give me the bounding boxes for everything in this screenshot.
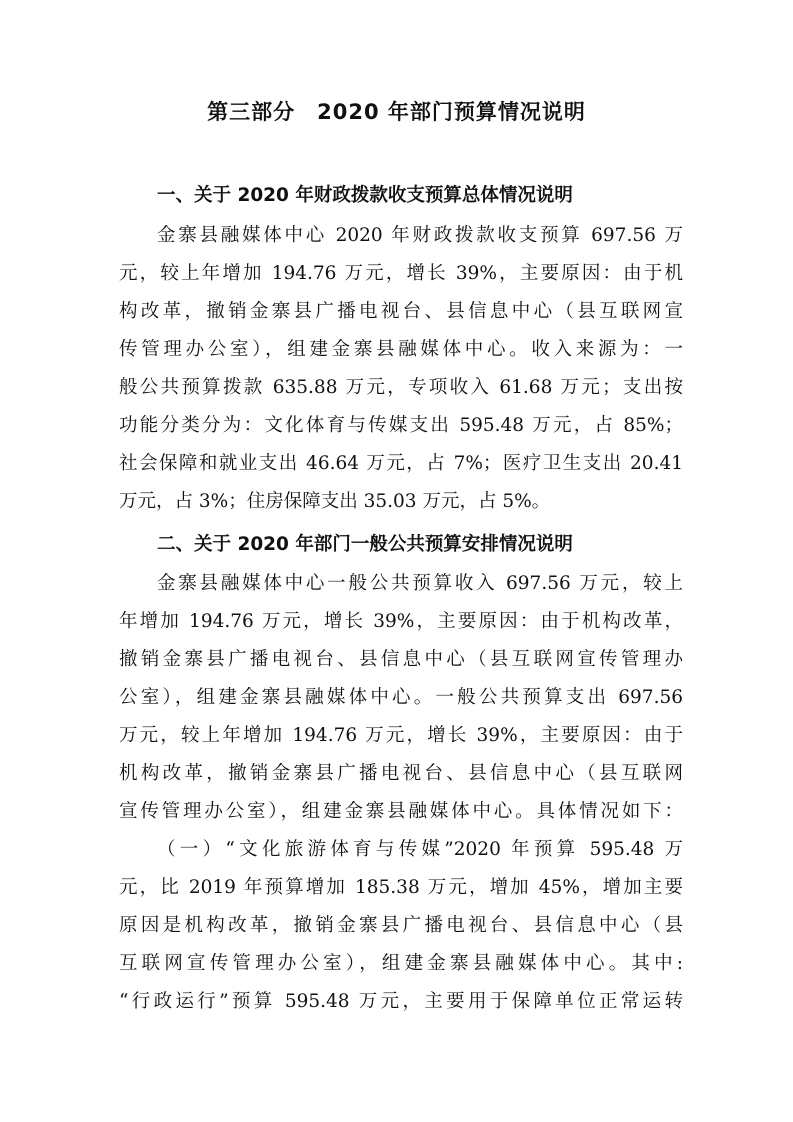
- paragraph-line: 金寨县融媒体中心 2020 年财政拨款收支预算 697.56 万: [157, 225, 683, 246]
- paragraph-line: 互联网宣传管理办公室），组建金寨县融媒体中心。其中:: [119, 953, 683, 974]
- paragraph-line: 机构改革，撤销金寨县广播电视台、县信息中心（县互联网: [119, 763, 683, 784]
- paragraph-line: 撤销金寨县广播电视台、县信息中心（县互联网宣传管理办: [119, 649, 683, 670]
- section-heading-1: 一、关于 2020 年财政拨款收支预算总体情况说明: [157, 185, 573, 206]
- paragraph-line: “行政运行”预算 595.48 万元，主要用于保障单位正常运转: [119, 991, 683, 1012]
- paragraph-line: 社会保障和就业支出 46.64 万元，占 7%；医疗卫生支出 20.41: [119, 453, 683, 474]
- paragraph-line: 公室），组建金寨县融媒体中心。一般公共预算支出 697.56: [119, 687, 683, 708]
- paragraph-line: 般公共预算拨款 635.88 万元，专项收入 61.68 万元；支出按: [119, 377, 683, 398]
- paragraph-line: （一）“文化旅游体育与传媒”2020 年预算 595.48 万: [157, 839, 683, 860]
- paragraph-line: 功能分类分为：文化体育与传媒支出 595.48 万元，占 85%；: [119, 415, 683, 436]
- page-title: 第三部分 2020 年部门预算情况说明: [207, 100, 586, 124]
- paragraph-line: 传管理办公室），组建金寨县融媒体中心。收入来源为：一: [119, 339, 683, 360]
- paragraph-line: 金寨县融媒体中心一般公共预算收入 697.56 万元，较上: [157, 573, 683, 594]
- paragraph-line: 宣传管理办公室），组建金寨县融媒体中心。具体情况如下：: [119, 801, 683, 822]
- paragraph-line: 年增加 194.76 万元，增长 39%，主要原因：由于机构改革，: [119, 611, 683, 632]
- paragraph-line: 元，较上年增加 194.76 万元，增长 39%，主要原因：由于机: [119, 263, 683, 284]
- paragraph-line: 万元，占 3%；住房保障支出 35.03 万元，占 5%。: [119, 491, 551, 512]
- paragraph-line: 构改革，撤销金寨县广播电视台、县信息中心（县互联网宣: [119, 301, 683, 322]
- paragraph-line: 万元，较上年增加 194.76 万元，增长 39%，主要原因：由于: [119, 725, 683, 746]
- paragraph-line: 原因是机构改革，撤销金寨县广播电视台、县信息中心（县: [119, 915, 683, 936]
- section-heading-2: 二、关于 2020 年部门一般公共预算安排情况说明: [157, 534, 573, 555]
- paragraph-line: 元，比 2019 年预算增加 185.38 万元，增加 45%，增加主要: [119, 877, 683, 898]
